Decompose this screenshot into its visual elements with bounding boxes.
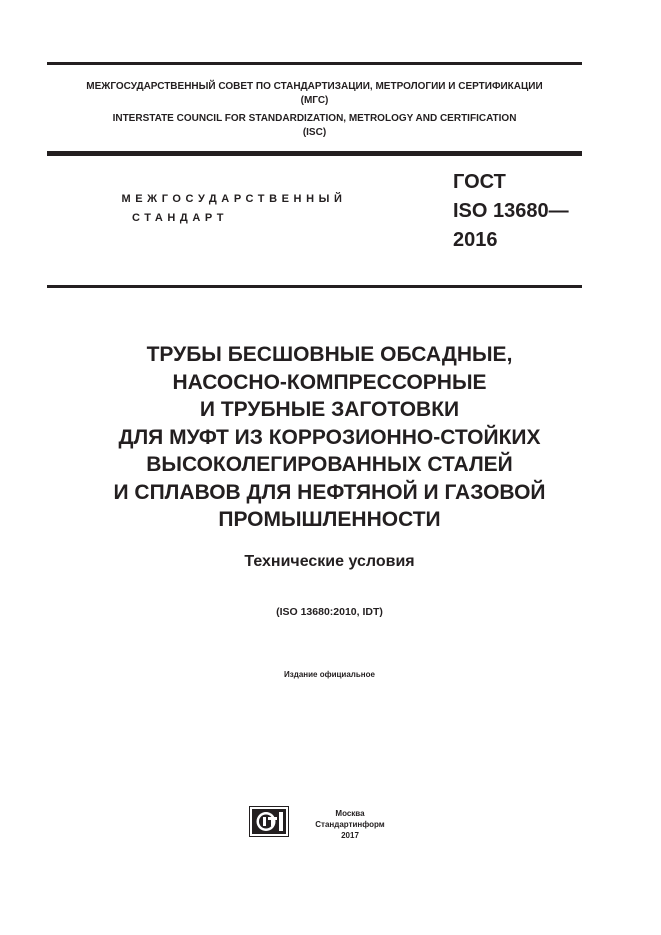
gost-year: 2016	[453, 229, 498, 251]
iso-reference: (ISO 13680:2010, IDT)	[276, 606, 383, 618]
gost-designation	[453, 168, 569, 255]
publisher-year: 2017	[341, 831, 359, 840]
council-en-name: INTERSTATE COUNCIL FOR STANDARDIZATION, METROLOGY AND CERTIFICATION	[112, 113, 517, 124]
document-title	[47, 341, 612, 534]
gost-number: ISO 13680—	[453, 200, 569, 222]
title-line: НАСОСНО-КОМПРЕССОРНЫЕ	[172, 370, 487, 394]
council-ru-name: МЕЖГОСУДАРСТВЕННЫЙ СОВЕТ ПО СТАНДАРТИЗАЦИИ, МЕТРОЛОГИИ И СЕРТИФИКАЦИИ	[86, 81, 543, 92]
council-ru-abbr: (МГС)	[300, 95, 329, 106]
gost-label: ГОСТ	[453, 171, 506, 193]
publisher-name: Стандартинформ	[315, 820, 385, 829]
council-divider	[47, 151, 582, 156]
edition-label: Издание официальное	[284, 670, 375, 679]
document-subtitle: Технические условия	[244, 553, 415, 570]
title-line: И СПЛАВОВ ДЛЯ НЕФТЯНОЙ И ГАЗОВОЙ	[113, 480, 546, 504]
standard-type-line1: МЕЖГОСУДАРСТВЕННЫЙ	[121, 193, 347, 205]
top-rule	[47, 62, 582, 65]
title-line: ТРУБЫ БЕСШОВНЫЕ ОБСАДНЫЕ,	[146, 343, 513, 366]
council-header	[47, 80, 582, 140]
title-line: ВЫСОКОЛЕГИРОВАННЫХ СТАЛЕЙ	[146, 453, 513, 476]
publisher-city: Москва	[335, 809, 365, 818]
title-line: ПРОМЫШЛЕННОСТИ	[218, 508, 441, 531]
council-en-abbr: (ISC)	[302, 127, 327, 138]
publisher-block	[300, 808, 400, 841]
standartinform-logo-icon	[249, 806, 289, 837]
designation-divider	[47, 285, 582, 288]
title-line: И ТРУБНЫЕ ЗАГОТОВКИ	[199, 398, 460, 421]
standard-type-line2: СТАНДАРТ	[131, 212, 229, 224]
title-line: ДЛЯ МУФТ ИЗ КОРРОЗИОННО-СТОЙКИХ	[118, 425, 541, 449]
